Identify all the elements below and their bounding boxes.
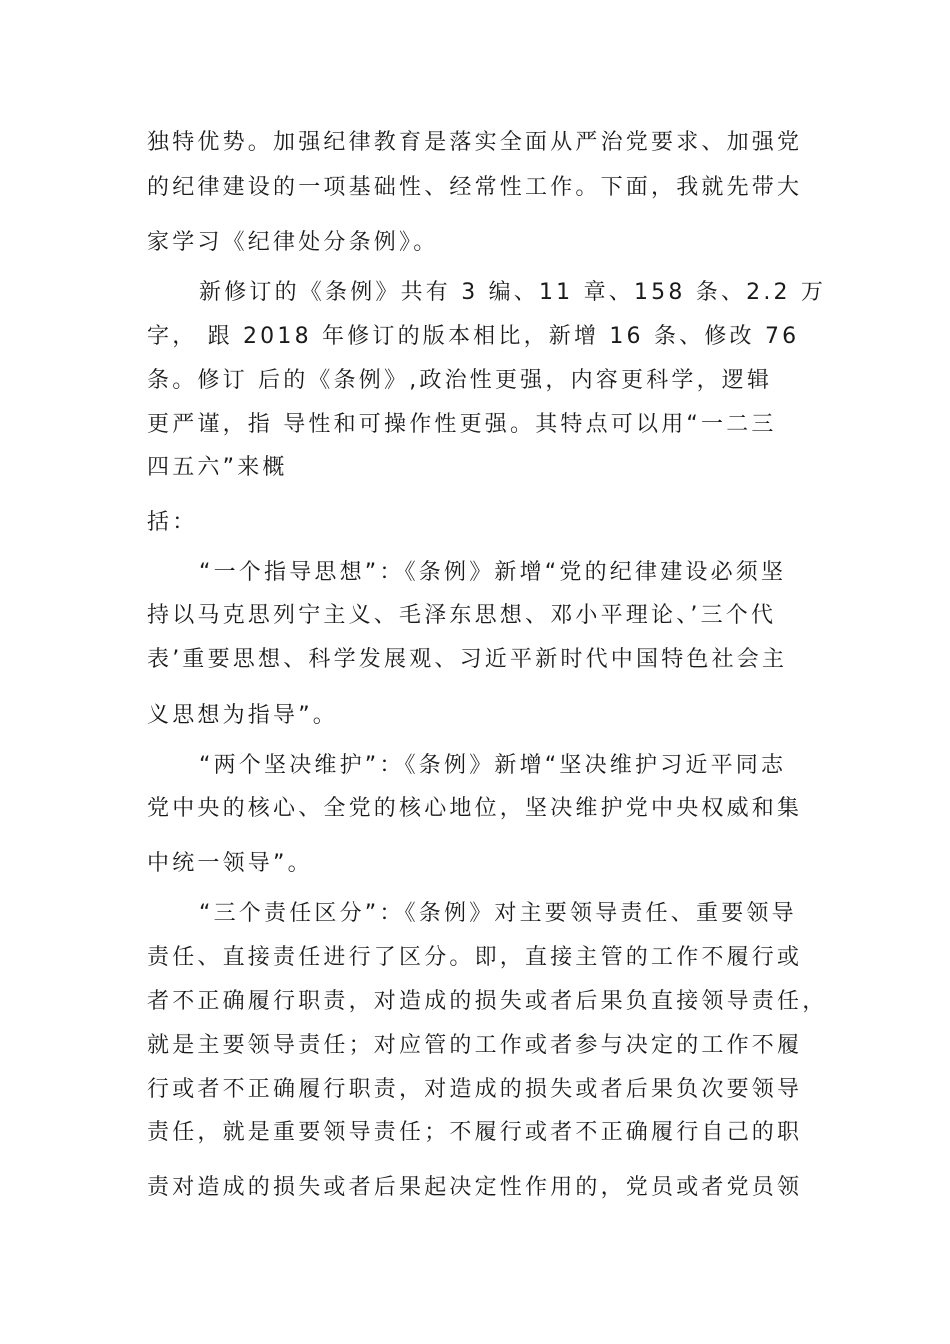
text-line: 持以马克思列宁主义、毛泽东思想、邓小平理论、’三个代 [147, 603, 777, 628]
text-line: 责对造成的损失或者后果起决定性作用的，党员或者党员领 [147, 1175, 803, 1200]
text-line: 就是主要领导责任；对应管的工作或者参与决定的工作不履 [147, 1033, 803, 1058]
text-line: 的纪律建设的一项基础性、经常性工作。下面，我就先带大 [147, 175, 803, 200]
text-line: 义思想为指导”。 [147, 703, 338, 728]
text-line: 责任、直接责任进行了区分。即，直接主管的工作不履行或 [147, 945, 803, 970]
text-line: “两个坚决维护”：《条例》新增“坚决维护习近平同志 [199, 753, 787, 778]
text-line: 党中央的核心、全党的核心地位，坚决维护党中央权威和集 [147, 796, 803, 821]
text-line: 者不正确履行职责，对造成的损失或者后果负直接领导责任， [147, 989, 828, 1014]
text-line: 中统一领导”。 [147, 851, 313, 876]
text-line: 更严谨，指 导性和可操作性更强。其特点可以用“一二三 [147, 412, 777, 437]
text-line: 独特优势。加强纪律教育是落实全面从严治党要求、加强党 [147, 130, 803, 155]
text-line: “三个责任区分”：《条例》对主要领导责任、重要领导 [199, 901, 797, 926]
text-line: 行或者不正确履行职责，对造成的损失或者后果负次要领导 [147, 1077, 803, 1102]
text-line: 家学习《纪律处分条例》。 [147, 230, 439, 255]
text-line: 新修订的《条例》共有 3 编、11 章、158 条、2.2 万 [199, 280, 827, 305]
text-line: 字， 跟 2018 年修订的版本相比，新增 16 条、修改 76 [147, 324, 800, 349]
text-line: 责任，就是重要领导责任；不履行或者不正确履行自己的职 [147, 1120, 803, 1145]
text-line: 四五六”来概 [147, 455, 288, 480]
text-line: 表’重要思想、科学发展观、习近平新时代中国特色社会主 [147, 647, 788, 672]
text-line: 括： [147, 510, 198, 535]
text-line: 条。修订 后的《条例》,政治性更强，内容更科学，逻辑 [147, 368, 773, 393]
text-line: “一个指导思想”：《条例》新增“党的纪律建设必须坚 [199, 560, 787, 585]
